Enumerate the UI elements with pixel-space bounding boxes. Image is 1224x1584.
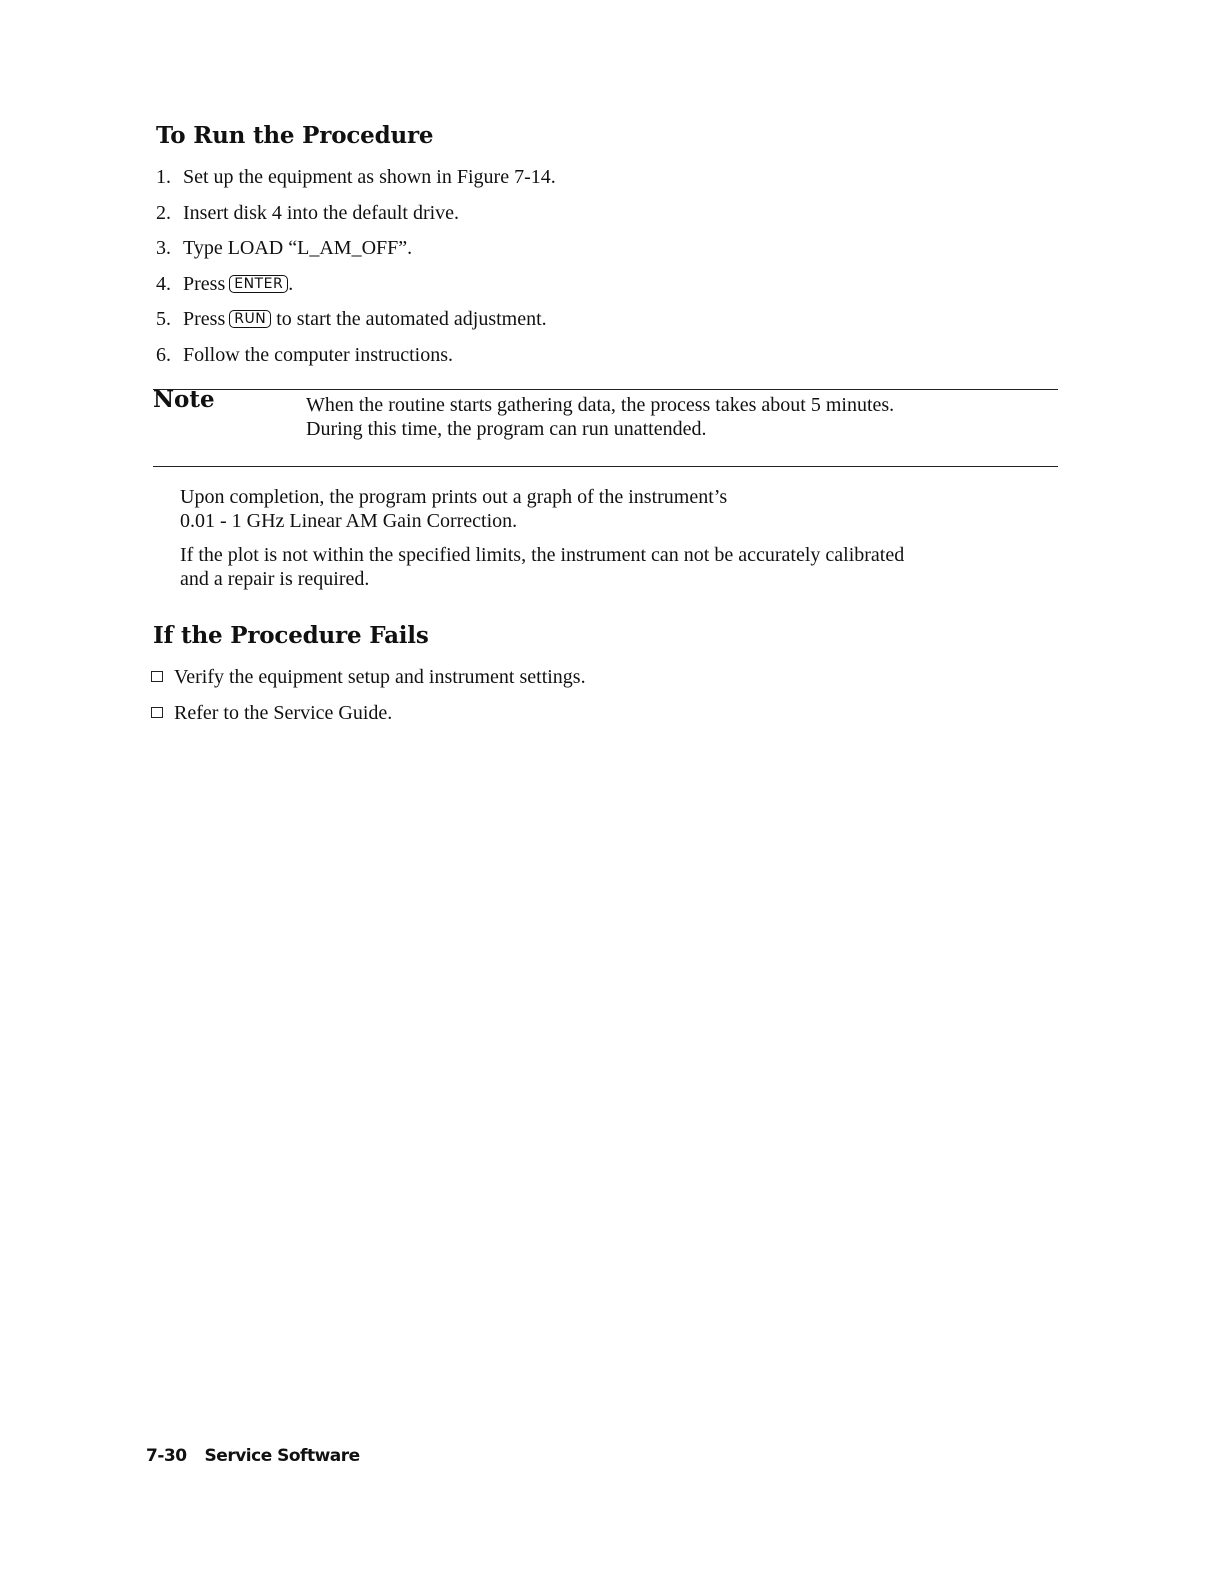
list-item	[156, 164, 556, 200]
page-number: 7-30	[146, 1446, 187, 1466]
note-top-divider	[153, 389, 1058, 390]
step-number: 3.	[156, 237, 171, 259]
checkbox-bullet-icon	[151, 707, 163, 718]
step-number: 6.	[156, 343, 171, 366]
step-text: Press	[183, 308, 226, 330]
checklist-text: Verify the equipment setup and instrument settings.	[174, 666, 586, 688]
step-text: Set up the equipment as shown in Figure 7-14.	[183, 166, 556, 188]
list-item	[151, 664, 586, 700]
step-number: 1.	[156, 166, 171, 188]
limits-line-2: and a repair is required.	[180, 568, 370, 590]
note-label: Note	[153, 386, 215, 413]
limits-paragraph	[180, 543, 1050, 591]
enter-key-symbol: ENTER	[229, 275, 288, 293]
list-item	[151, 700, 586, 736]
list-item	[156, 271, 556, 307]
footer-section-title: Service Software	[204, 1446, 360, 1466]
note-text	[306, 393, 1046, 441]
step-text-suffix: .	[288, 272, 294, 295]
step-text: Press	[183, 272, 226, 295]
step-number: 5.	[156, 308, 171, 330]
checkbox-bullet-icon	[151, 671, 163, 682]
note-line-2: During this time, the program can run unattended.	[306, 418, 707, 440]
checklist-text: Refer to the Service Guide.	[174, 702, 393, 724]
step-text: Follow the computer instructions.	[183, 343, 453, 366]
note-bottom-divider	[153, 466, 1058, 467]
troubleshooting-checklist	[151, 664, 586, 736]
step-number: 4.	[156, 272, 171, 295]
section-heading-run-procedure: To Run the Procedure	[156, 122, 434, 149]
section-heading-procedure-fails: If the Procedure Fails	[153, 622, 429, 649]
completion-paragraph	[180, 485, 1050, 533]
step-number: 2.	[156, 201, 171, 224]
step-text: Type LOAD “L_AM_OFF”.	[183, 237, 413, 259]
list-item	[156, 235, 556, 271]
limits-line-1: If the plot is not within the specified limits, the instrument can not be accurately calibrated	[180, 544, 905, 566]
list-item	[156, 342, 556, 378]
note-line-1: When the routine starts gathering data, the process takes about 5 minutes.	[306, 394, 895, 416]
list-item	[156, 200, 556, 236]
completion-line-1: Upon completion, the program prints out a graph of the instrument’s	[180, 486, 728, 508]
procedure-steps-list	[156, 164, 556, 377]
step-text-suffix: to start the automated adjustment.	[271, 308, 547, 330]
completion-line-2: 0.01 - 1 GHz Linear AM Gain Correction.	[180, 510, 518, 532]
run-key-symbol: RUN	[229, 310, 271, 328]
step-text: Insert disk 4 into the default drive.	[183, 201, 460, 224]
page-footer	[146, 1446, 360, 1466]
list-item	[156, 306, 556, 342]
